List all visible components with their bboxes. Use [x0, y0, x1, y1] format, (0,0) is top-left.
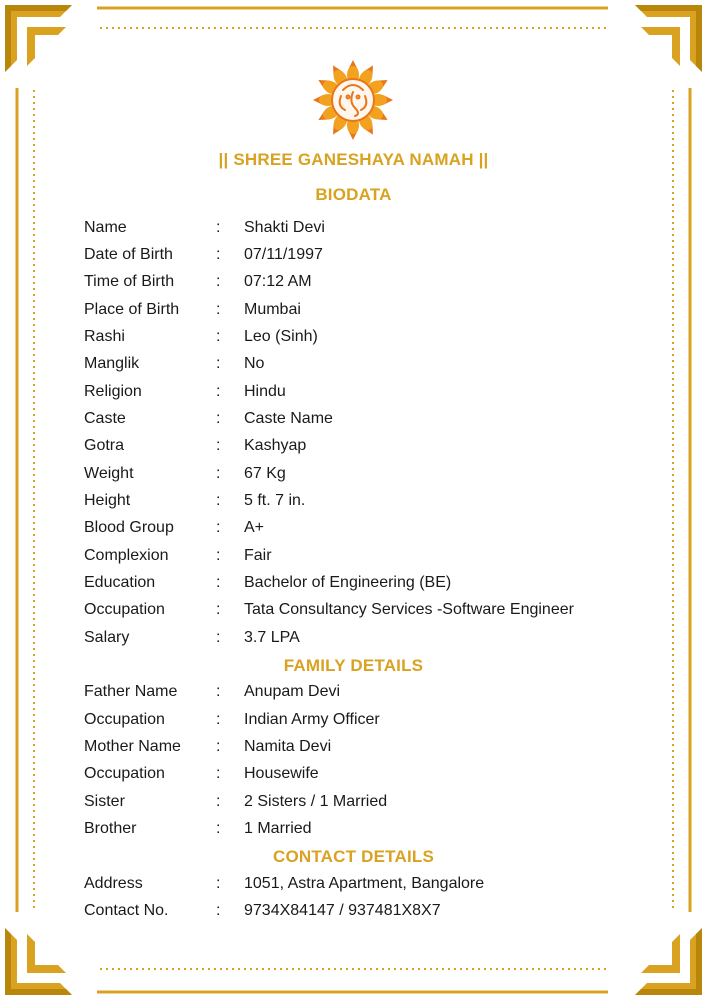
field-value: Hindu — [244, 383, 286, 400]
field-value: 07/11/1997 — [244, 246, 323, 263]
separator: : — [216, 547, 221, 564]
detail-row — [84, 762, 644, 786]
corner-ornament-bottom-left — [5, 928, 72, 995]
separator: : — [216, 793, 221, 810]
separator: : — [216, 629, 221, 646]
field-value: Indian Army Officer — [244, 711, 380, 728]
separator: : — [216, 355, 221, 372]
family-details-heading: FAMILY DETAILS — [283, 656, 424, 675]
detail-row — [84, 270, 644, 294]
ganesha-emblem-icon — [312, 58, 394, 142]
detail-row — [84, 571, 644, 595]
field-value: 07:12 AM — [244, 273, 312, 290]
field-label: Occupation — [84, 601, 165, 618]
separator: : — [216, 875, 221, 892]
field-value: Housewife — [244, 765, 319, 782]
detail-row — [84, 352, 644, 376]
detail-row — [84, 899, 644, 923]
separator: : — [216, 410, 221, 427]
field-value: Namita Devi — [244, 738, 332, 755]
separator: : — [216, 738, 221, 755]
field-label: Gotra — [84, 437, 125, 454]
corner-ornament-top-left — [5, 5, 72, 72]
separator: : — [216, 219, 221, 236]
detail-row — [84, 708, 644, 732]
detail-row — [84, 380, 644, 404]
corner-ornament-top-right — [635, 5, 702, 72]
detail-row — [84, 434, 644, 458]
separator: : — [216, 683, 221, 700]
field-value: Leo (Sinh) — [244, 328, 318, 345]
field-label: Brother — [84, 820, 137, 837]
field-value: 2 Sisters / 1 Married — [244, 793, 388, 810]
detail-row — [84, 872, 644, 896]
field-value: 5 ft. 7 in. — [244, 492, 306, 509]
separator: : — [216, 301, 221, 318]
invocation-heading: || SHREE GANESHAYA NAMAH || — [218, 150, 489, 169]
field-value: No — [244, 355, 265, 372]
field-label: Father Name — [84, 683, 178, 700]
field-label: Rashi — [84, 328, 125, 345]
contact-details-heading: CONTACT DETAILS — [272, 847, 435, 866]
field-label: Education — [84, 574, 156, 591]
field-value: 1051, Astra Apartment, Bangalore — [244, 875, 485, 892]
separator: : — [216, 273, 221, 290]
separator: : — [216, 601, 221, 618]
field-label: Time of Birth — [84, 273, 175, 290]
detail-row — [84, 516, 644, 540]
detail-row — [84, 325, 644, 349]
detail-row — [84, 489, 644, 513]
field-label: Mother Name — [84, 738, 181, 755]
separator: : — [216, 383, 221, 400]
separator: : — [216, 328, 221, 345]
detail-row — [84, 216, 644, 240]
detail-row — [84, 407, 644, 431]
field-label: Occupation — [84, 711, 165, 728]
field-label: Height — [84, 492, 131, 509]
field-label: Manglik — [84, 355, 140, 372]
field-label: Blood Group — [84, 519, 174, 536]
separator: : — [216, 492, 221, 509]
detail-row — [84, 544, 644, 568]
field-value: 1 Married — [244, 820, 312, 837]
field-label: Religion — [84, 383, 142, 400]
biodata-title: BIODATA — [315, 185, 392, 204]
separator: : — [216, 574, 221, 591]
field-value: Kashyap — [244, 437, 307, 454]
field-label: Date of Birth — [84, 246, 173, 263]
corner-ornament-bottom-right — [635, 928, 702, 995]
field-label: Contact No. — [84, 902, 169, 919]
field-label: Sister — [84, 793, 125, 810]
field-value: 67 Kg — [244, 465, 286, 482]
field-value: 3.7 LPA — [244, 629, 300, 646]
separator: : — [216, 902, 221, 919]
detail-row — [84, 298, 644, 322]
field-value: Bachelor of Engineering (BE) — [244, 574, 452, 591]
field-label: Salary — [84, 629, 130, 646]
field-label: Occupation — [84, 765, 165, 782]
separator: : — [216, 465, 221, 482]
field-label: Place of Birth — [84, 301, 180, 318]
field-value: 9734X84147 / 937481X8X7 — [244, 902, 441, 919]
field-value: Tata Consultancy Services -Software Engineer — [244, 601, 574, 618]
detail-row — [84, 598, 644, 622]
field-value: Anupam Devi — [244, 683, 341, 700]
field-value: Shakti Devi — [244, 219, 325, 236]
separator: : — [216, 437, 221, 454]
separator: : — [216, 519, 221, 536]
field-value: Caste Name — [244, 410, 333, 427]
detail-row — [84, 790, 644, 814]
detail-row — [84, 735, 644, 759]
field-label: Caste — [84, 410, 126, 427]
separator: : — [216, 820, 221, 837]
separator: : — [216, 711, 221, 728]
field-label: Name — [84, 219, 127, 236]
detail-row — [84, 626, 644, 650]
detail-row — [84, 680, 644, 704]
field-value: A+ — [244, 519, 265, 536]
detail-row — [84, 243, 644, 267]
field-value: Mumbai — [244, 301, 301, 318]
field-value: Fair — [244, 547, 272, 564]
separator: : — [216, 246, 221, 263]
field-label: Address — [84, 875, 143, 892]
field-label: Weight — [84, 465, 134, 482]
separator: : — [216, 765, 221, 782]
detail-row — [84, 817, 644, 841]
field-label: Complexion — [84, 547, 169, 564]
detail-row — [84, 462, 644, 486]
